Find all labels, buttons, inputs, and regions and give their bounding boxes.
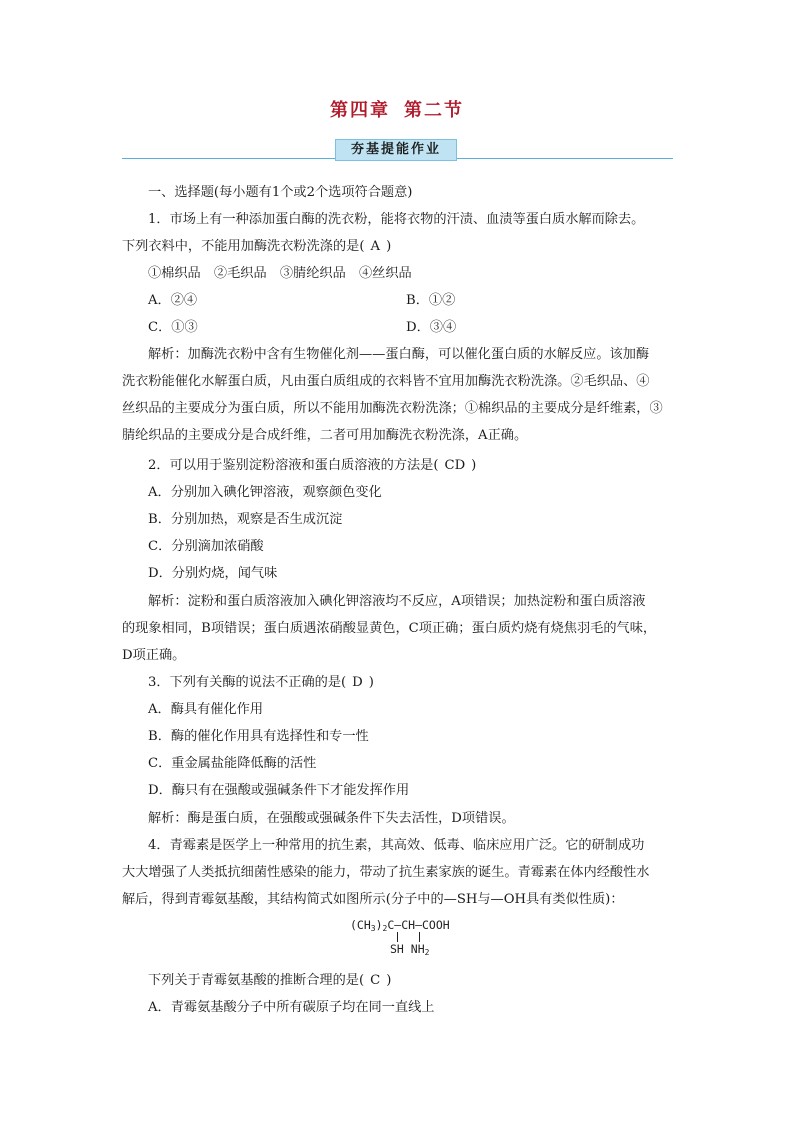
- q1-stem-line2: 下列衣料中，不能用加酶洗衣粉洗涤的是( A ): [122, 239, 392, 254]
- q1-option-b: B．①②: [406, 293, 456, 308]
- q1-answer: A: [370, 239, 381, 254]
- q4-stem-line2: 大大增强了人类抵抗细菌性感染的能力，带动了抗生素家族的诞生。青霉素在体内经酸性水: [122, 865, 650, 880]
- q3-stem: 3．下列有关酶的说法不正确的是( D ): [148, 675, 374, 690]
- formula-main-chain: $(CH_3)_2C—CH—COOH$: [350, 918, 450, 933]
- q2-analysis-line3: D项正确。: [122, 648, 186, 663]
- q3-option-a: A．酶具有催化作用: [148, 702, 264, 717]
- q1-analysis-line3: 丝织品的主要成分为蛋白质，所以不能用加酶洗衣粉洗涤；①棉织品的主要成分是纤维素，③: [122, 401, 663, 416]
- q4-question: 下列关于青霉氨基酸的推断合理的是( C ): [148, 973, 392, 988]
- q1-stem-line1: 1．市场上有一种添加蛋白酶的洗衣粉，能将衣物的汗渍、血渍等蛋白质水解而除去。: [148, 212, 645, 227]
- page-title: [0, 96, 794, 122]
- q4-stem-line1: 4．青霉素是医学上一种常用的抗生素，其高效、低毒、临床应用广泛。它的研制成功: [148, 838, 645, 853]
- section-label: 第二节: [404, 100, 464, 121]
- q1-option-a: A．②④: [148, 293, 198, 308]
- q3-option-c: C．重金属盐能降低酶的活性: [148, 756, 317, 771]
- q1-option-d: D．③④: [406, 320, 457, 335]
- section-banner: 夯基提能作业: [335, 139, 457, 161]
- formula-substituents: SH $NH_2$: [390, 942, 430, 957]
- q2-option-c: C．分别滴加浓硝酸: [148, 539, 264, 554]
- q4-stem-line3: 解后，得到青霉氨基酸，其结构简式如图所示(分子中的—SH与—OH具有类似性质)：: [122, 892, 624, 907]
- q3-analysis: 解析：酶是蛋白质，在强酸或强碱条件下失去活性，D项错误。: [148, 811, 515, 826]
- q1-items: ①棉织品 ②毛织品 ③腈纶织品 ④丝织品: [148, 266, 412, 281]
- q4-option-a: A．青霉氨基酸分子中所有碳原子均在同一直线上: [148, 1000, 435, 1015]
- q3-option-b: B．酶的催化作用具有选择性和专一性: [148, 729, 369, 744]
- q1-analysis-line4: 腈纶织品的主要成分是合成纤维，二者可用加酶洗衣粉洗涤，A正确。: [122, 428, 528, 443]
- q3-option-d: D．酶只有在强酸或强碱条件下才能发挥作用: [148, 783, 410, 798]
- q2-analysis-line1: 解析：淀粉和蛋白质溶液加入碘化钾溶液均不反应，A项错误；加热淀粉和蛋白质溶液: [148, 594, 646, 609]
- q3-answer: D: [352, 675, 363, 690]
- q1-analysis-line2: 洗衣粉能催化水解蛋白质，凡由蛋白质组成的衣料皆不宜用加酶洗衣粉洗涤。②毛织品、④: [122, 374, 650, 389]
- q2-option-a: A．分别加入碘化钾溶液，观察颜色变化: [148, 485, 382, 500]
- q2-option-d: D．分别灼烧，闻气味: [148, 566, 278, 581]
- formula-bonds: [397, 932, 421, 942]
- chapter-label: 第四章: [330, 100, 390, 121]
- q2-stem: 2．可以用于鉴别淀粉溶液和蛋白质溶液的方法是( CD ): [148, 458, 477, 473]
- q2-option-b: B．分别加热，观察是否生成沉淀: [148, 512, 343, 527]
- q1-option-c: C．①③: [148, 320, 198, 335]
- structural-formula: [350, 918, 450, 957]
- q2-analysis-line2: 的现象相同，B项错误；蛋白质遇浓硝酸显黄色，C项正确；蛋白质灼烧有烧焦羽毛的气味，: [122, 621, 657, 636]
- q2-answer: CD: [444, 458, 466, 473]
- section-heading: 一、选择题(每小题有1个或2个选项符合题意): [148, 185, 413, 200]
- q4-answer: C: [370, 973, 381, 988]
- q1-analysis-line1: 解析：加酶洗衣粉中含有生物催化剂——蛋白酶，可以催化蛋白质的水解反应。该加酶: [148, 347, 650, 362]
